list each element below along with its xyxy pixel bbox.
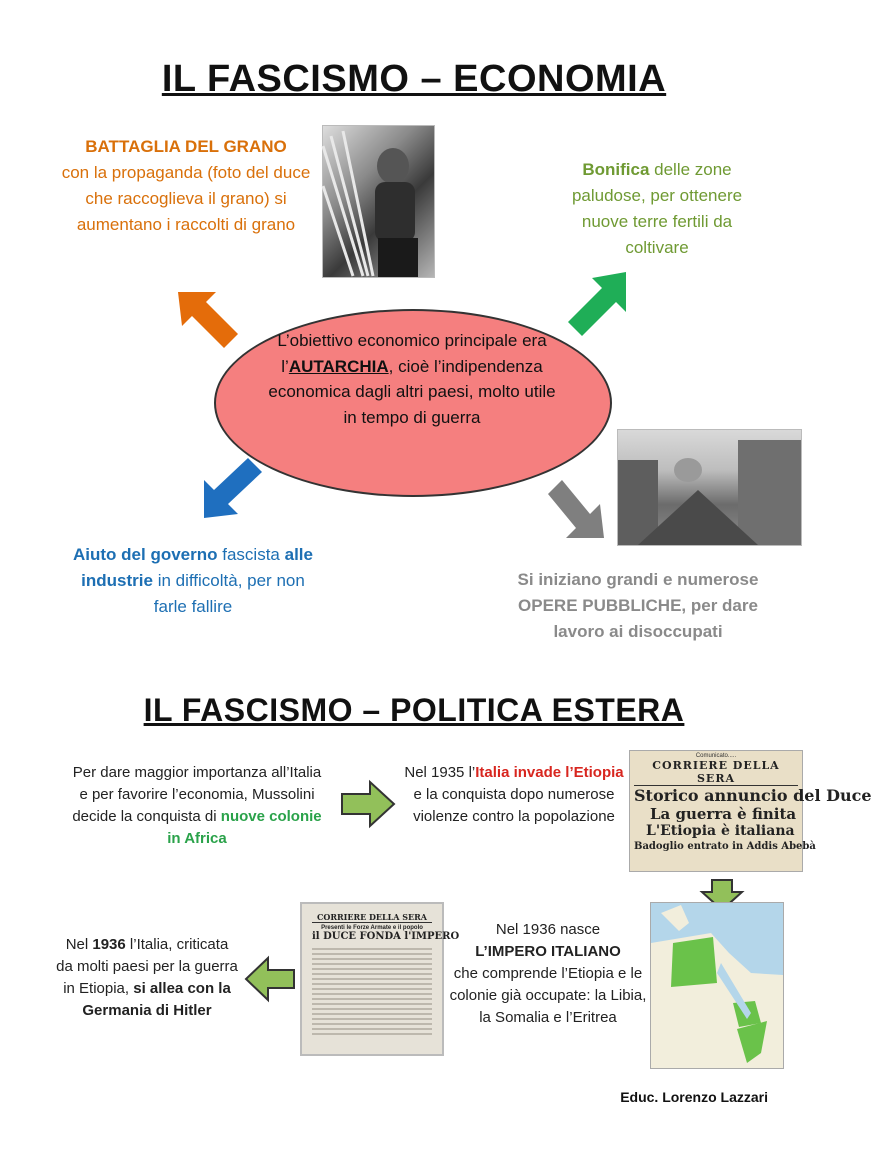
aiuto-heading2: alle industrie xyxy=(81,545,313,590)
aiuto-heading1: Aiuto del governo xyxy=(73,545,218,564)
aiuto-mid: fascista xyxy=(217,545,285,564)
grano-text xyxy=(58,134,314,238)
economy-title: IL FASCISMO – ECONOMIA xyxy=(161,58,667,100)
newspaper-headline1: Storico annuncio del Duce xyxy=(634,786,872,805)
opere-text: Si iniziano grandi e numerose OPERE PUBBLICHE, per dare lavoro ai disoccupati xyxy=(517,570,759,641)
autarchia-highlight: AUTARCHIA xyxy=(288,356,389,376)
step1-body: Per dare maggior importanza all’Italia e per favorire l’economia, Mussolini decide la conquista di xyxy=(72,764,322,825)
harvest-photo-drawing xyxy=(323,126,434,277)
autarchia-post: , cioè l’indipendenza economica dagli altri paesi, molto utile in tempo di guerra xyxy=(268,356,556,427)
grano-body: con la propaganda (foto del duce che raccoglieva il grano) si aumentano i raccolti di grano xyxy=(61,163,311,234)
public-works-drawing xyxy=(618,430,801,545)
step2-pre: Nel 1935 l’ xyxy=(404,764,476,781)
bonifica-heading: Bonifica xyxy=(582,160,650,179)
arrow-up-left-icon xyxy=(172,288,242,350)
aiuto-text xyxy=(72,542,314,620)
newspaper2-headline2: il DUCE FONDA l'IMPERO xyxy=(312,931,460,942)
bonifica-text xyxy=(548,157,766,261)
step1-text xyxy=(70,762,324,850)
empire-map-drawing xyxy=(651,903,783,1068)
arrow-down-left-icon xyxy=(200,456,266,522)
aiuto-body: in difficoltà, per non farle fallire xyxy=(152,571,305,616)
step4-year: 1936 xyxy=(92,936,126,953)
step3-highlight: L’IMPERO ITALIANO xyxy=(475,943,621,960)
autarchia-text xyxy=(262,328,562,430)
arrow-left-icon xyxy=(244,956,296,1002)
credit: Educ. Lorenzo Lazzari xyxy=(620,1089,768,1105)
newspaper-masthead: CORRIERE DELLA SERA xyxy=(634,759,798,786)
autarchia-pre: L’obiettivo economico principale era l’ xyxy=(277,331,547,376)
mussolini-harvest-photo xyxy=(322,125,435,278)
step1-highlight: nuove colonie in Africa xyxy=(167,808,322,847)
newspaper2-masthead: CORRIERE DELLA SERA xyxy=(312,912,432,923)
foreign-title: IL FASCISMO – POLITICA ESTERA xyxy=(143,692,685,728)
arrow-right-icon xyxy=(340,780,396,828)
step4-highlight: si allea con la Germania di Hitler xyxy=(82,980,231,1019)
grano-heading: BATTAGLIA DEL GRANO xyxy=(85,137,287,156)
newspaper-headline4: Badoglio entrato in Addis Abebà xyxy=(634,841,816,852)
newspaper-etiopia xyxy=(629,750,872,872)
public-works-photo xyxy=(617,429,802,546)
step2-text xyxy=(403,762,625,828)
arrow-down-right-icon xyxy=(546,476,608,542)
step2-highlight: Italia invade l’Etiopia xyxy=(475,764,624,781)
newspaper2-columns xyxy=(312,948,432,1038)
newspaper-top: Comunicato..... xyxy=(695,753,737,759)
newspaper2-headline1: Presenti le Forze Armate e il popolo xyxy=(321,925,423,931)
empire-map xyxy=(650,902,784,1069)
step4-pre: Nel xyxy=(65,936,93,953)
step3-pre: Nel 1936 nasce xyxy=(495,921,601,938)
newspaper-headline2: La guerra è finita xyxy=(650,805,797,823)
step3-text xyxy=(448,919,648,1029)
step2-post: e la conquista dopo numerose violenze contro la popolazione xyxy=(413,786,615,825)
arrow-up-right-icon xyxy=(566,270,630,340)
bonifica-body: delle zone paludose, per ottenere nuove terre fertili da coltivare xyxy=(571,160,743,257)
step4-text xyxy=(56,934,238,1022)
newspaper-impero xyxy=(300,902,460,1056)
newspaper-headline3: L'Etiopia è italiana xyxy=(646,823,795,839)
step3-post: che comprende l’Etiopia e le colonie già occupate: la Libia, la Somalia e l’Eritrea xyxy=(449,965,647,1026)
step4-mid: l’Italia, criticata da molti paesi per la guerra in Etiopia, xyxy=(56,936,238,997)
